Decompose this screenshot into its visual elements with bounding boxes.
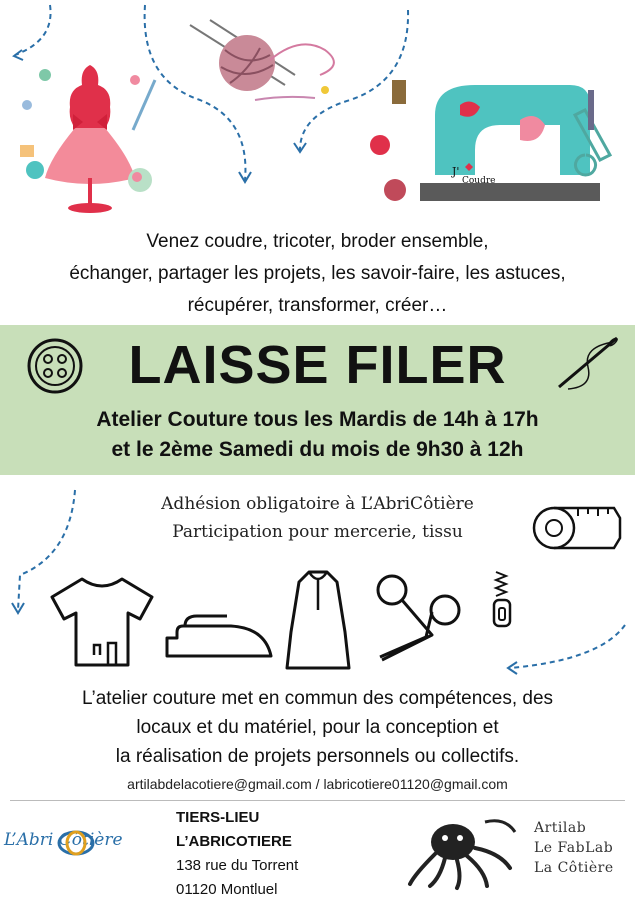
artilab-line-1: Artilab: [534, 820, 587, 836]
footer-divider: [10, 800, 625, 801]
zipper-icon: [488, 570, 518, 640]
description-line-2: locaux et du matériel, pour la conception et: [136, 717, 499, 738]
tshirt-icon: [50, 575, 156, 670]
address-street: 138 rue du Torrent: [176, 857, 299, 874]
venue-address: [176, 806, 298, 902]
membership-line-2: Participation pour mercerie, tissu: [172, 522, 463, 542]
description-line-1: L’atelier couture met en commun des compétences, des: [81, 688, 554, 709]
svg-text:Coudre: Coudre: [462, 176, 496, 186]
schedule-line-2: et le 2ème Samedi du mois de 9h30 à 12h: [111, 438, 524, 461]
contact-emails[interactable]: artilabdelacotiere@gmail.com / labricotiere01120@gmail.com: [127, 776, 508, 792]
dress-icon: [285, 568, 351, 672]
venue-name: L’ABRICOTIERE: [176, 833, 292, 850]
yarn-ball-icon: [185, 15, 360, 115]
scissors-icon: [370, 570, 465, 665]
octopus-logo-icon: [405, 812, 525, 892]
iron-icon: [165, 612, 275, 664]
page-title: LAISSE FILER: [128, 335, 507, 395]
intro-text: [0, 226, 635, 322]
schedule: [0, 405, 635, 465]
description-line-3: la réalisation de projets personnels ou collectifs.: [115, 746, 520, 767]
artilab-logo: [534, 818, 614, 878]
abricotiere-knot-icon: [56, 828, 96, 858]
sewing-machine-icon: [360, 75, 625, 215]
tape-measure-icon: [528, 503, 623, 553]
address-city: 01120 Montluel: [176, 881, 278, 898]
intro-line-1: Venez coudre, tricoter, broder ensemble,: [146, 231, 489, 252]
artilab-line-3: La Côtière: [534, 860, 614, 876]
intro-line-2: échanger, partager les projets, les savoir-faire, les astuces,: [69, 263, 566, 284]
artilab-line-2: Le FabLab: [534, 840, 614, 856]
svg-text:J': J': [452, 165, 460, 178]
intro-line-3: récupérer, transformer, créer…: [187, 295, 448, 316]
description-text: [0, 684, 635, 771]
dress-form-icon: [15, 60, 170, 220]
schedule-line-1: Atelier Couture tous les Mardis de 14h à 17h: [96, 408, 539, 431]
venue-type: TIERS-LIEU: [176, 809, 260, 826]
abricotiere-logo: L’Abri Côtière: [4, 830, 123, 850]
membership-line-1: Adhésion obligatoire à L’AbriCôtière: [161, 494, 474, 514]
